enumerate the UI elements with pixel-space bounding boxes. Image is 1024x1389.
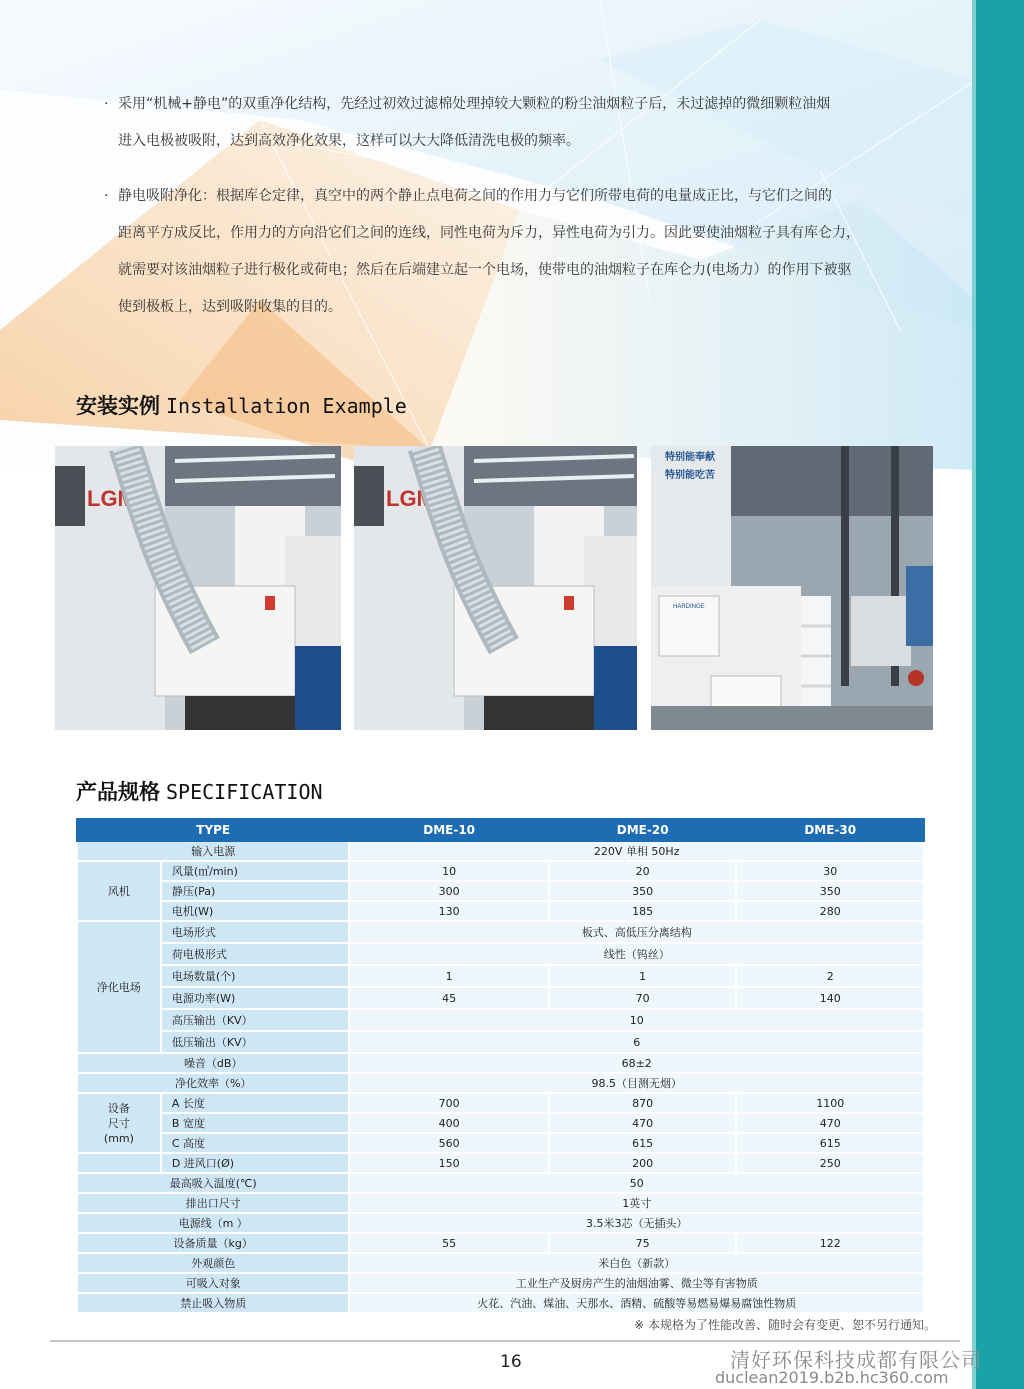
specification-table — [76, 818, 925, 1314]
cell-value: 30 — [736, 861, 924, 881]
cell-value: 70 — [549, 987, 737, 1009]
table-row — [77, 861, 924, 881]
installation-photo-3 — [651, 446, 933, 730]
row-value-intake: 工业生产及厨房产生的油烟油雾、微尘等有害物质 — [349, 1273, 924, 1293]
row-label-static-pressure: 静压(Pa) — [161, 881, 350, 901]
intro-p1-line1: 采用“机械+静电”的双重净化结构，先经过初效过滤棉处理掉较大颗粒的粉尘油烟粒子后，未过滤掉的微细颗粒油烟 — [118, 96, 831, 112]
table-row — [77, 841, 924, 861]
cell-value: 200 — [549, 1153, 737, 1173]
cell-value: 122 — [736, 1233, 924, 1253]
cell-value: 1100 — [736, 1093, 924, 1113]
side-accent-bar — [976, 0, 1024, 1389]
table-row — [77, 1233, 924, 1253]
row-label-length: A 长度 — [161, 1093, 350, 1113]
row-label-intake: 可吸入对象 — [77, 1273, 349, 1293]
table-row — [77, 1253, 924, 1273]
specification-title-en: SPECIFICATION — [166, 780, 323, 804]
table-row — [77, 901, 924, 921]
photo-brand-text: LGMaz — [386, 486, 459, 511]
table-row — [77, 1031, 924, 1053]
row-value-max-temp: 50 — [349, 1173, 924, 1193]
cell-value: 20 — [549, 861, 737, 881]
intro-p2-line1: 静电吸附净化：根据库仑定律，真空中的两个静止点电荷之间的作用力与它们所带电荷的电量成正比，与它们之间的 — [118, 188, 832, 204]
row-value-outlet: 1英寸 — [349, 1193, 924, 1213]
cell-value: 150 — [349, 1153, 548, 1173]
footer-divider — [50, 1340, 960, 1342]
cell-value: 185 — [549, 901, 737, 921]
row-value-color: 米白色（新款） — [349, 1253, 924, 1273]
table-row — [77, 1053, 924, 1073]
cell-value: 350 — [736, 881, 924, 901]
cell-value: 130 — [349, 901, 548, 921]
row-label-airflow: 风量(㎥/min) — [161, 861, 350, 881]
cell-value: 55 — [349, 1233, 548, 1253]
row-label-cable: 电源线（m ） — [77, 1213, 349, 1233]
installation-heading — [76, 390, 407, 420]
table-row — [77, 1113, 924, 1133]
cell-value: 615 — [736, 1133, 924, 1153]
row-value-forbidden: 火花、汽油、煤油、天那水、酒精、硫酸等易燃易爆易腐蚀性物质 — [349, 1293, 924, 1313]
cell-value: 280 — [736, 901, 924, 921]
group-label-purification: 净化电场 — [77, 921, 161, 1053]
row-label-field-power: 电源功率(W) — [161, 987, 350, 1009]
table-row — [77, 1093, 924, 1113]
row-label-motor: 电机(W) — [161, 901, 350, 921]
table-row — [77, 1273, 924, 1293]
cell-value: 45 — [349, 987, 548, 1009]
row-label-electrode: 荷电极形式 — [161, 943, 350, 965]
row-value-lv-output: 6 — [349, 1031, 924, 1053]
photo-sign-1: 特别能奉献 — [665, 452, 715, 463]
photo-sign-2: 特别能吃苦 — [665, 470, 715, 481]
bullet-dot: · — [104, 96, 109, 112]
row-value-electrode: 线性（钨丝） — [349, 943, 924, 965]
cell-value: 250 — [736, 1153, 924, 1173]
table-row — [77, 1293, 924, 1313]
intro-paragraph-2 — [104, 178, 934, 326]
table-row — [77, 965, 924, 987]
table-row — [77, 1213, 924, 1233]
intro-paragraph-1 — [104, 86, 934, 160]
intro-p2-line2: 距离平方成反比，作用力的方向沿它们之间的连线，同性电荷为斥力，异性电荷为引力。因此要使油烟粒子具有库仑力， — [118, 225, 860, 241]
cell-value: 300 — [349, 881, 548, 901]
cell-value: 2 — [736, 965, 924, 987]
cell-value: 400 — [349, 1113, 548, 1133]
row-value-cable: 3.5米3芯（无插头） — [349, 1213, 924, 1233]
table-row — [77, 1173, 924, 1193]
cell-value: 560 — [349, 1133, 548, 1153]
group-label-size: 设备 尺寸 (mm) — [77, 1093, 161, 1153]
row-label-power: 输入电源 — [77, 841, 349, 861]
header-model-dme30: DME-30 — [736, 819, 924, 841]
header-model-dme20: DME-20 — [549, 819, 737, 841]
spec-footnote: ※ 本规格为了性能改善、随时会有变更、恕不另行通知。 — [634, 1318, 936, 1332]
page-number: 16 — [500, 1352, 522, 1372]
row-label-field-type: 电场形式 — [161, 921, 350, 943]
cell-value: 350 — [549, 881, 737, 901]
table-row — [77, 881, 924, 901]
row-label-outlet: 排出口尺寸 — [77, 1193, 349, 1213]
intro-p2-line3: 就需要对该油烟粒子进行极化或荷电；然后在后端建立起一个电场，使带电的油烟粒子在库仑力(电场力）的作用下被驱 — [118, 262, 852, 278]
cell-value: 75 — [549, 1233, 737, 1253]
row-label-inlet: D 进风口(Ø) — [161, 1153, 350, 1173]
row-value-power: 220V 单相 50Hz — [349, 841, 924, 861]
table-row — [77, 1009, 924, 1031]
specification-heading — [76, 776, 323, 806]
bullet-dot: · — [104, 188, 109, 204]
cell-value: 1 — [549, 965, 737, 987]
table-row — [77, 1193, 924, 1213]
row-label-max-temp: 最高吸入温度(℃) — [77, 1173, 349, 1193]
intro-p1-line2: 进入电极被吸附，达到高效净化效果，这样可以大大降低清洗电极的频率。 — [118, 133, 580, 149]
row-label-noise: 噪音（dB） — [77, 1053, 349, 1073]
table-row — [77, 921, 924, 943]
photo-brand-hardinge: HARDINGE — [673, 604, 705, 610]
row-value-field-type: 板式、高低压分离结构 — [349, 921, 924, 943]
row-label-field-count: 电场数量(个) — [161, 965, 350, 987]
cell-value: 870 — [549, 1093, 737, 1113]
row-label-color: 外观颜色 — [77, 1253, 349, 1273]
row-label-width: B 宽度 — [161, 1113, 350, 1133]
table-row — [77, 1073, 924, 1093]
row-label-forbidden: 禁止吸入物质 — [77, 1293, 349, 1313]
installation-title-en: Installation Example — [166, 394, 407, 418]
cell-value: 1 — [349, 965, 548, 987]
installation-photo-1 — [55, 446, 341, 730]
table-row — [77, 987, 924, 1009]
cell-value: 615 — [549, 1133, 737, 1153]
table-row — [77, 1133, 924, 1153]
intro-p2-line4: 使到极板上，达到吸附收集的目的。 — [118, 299, 342, 315]
header-type: TYPE — [77, 819, 349, 841]
photo-brand-text: LGMaz — [87, 486, 160, 511]
table-row — [77, 943, 924, 965]
group-label-fan: 风机 — [77, 861, 161, 921]
cell-value: 470 — [736, 1113, 924, 1133]
row-value-efficiency: 98.5（目测无烟） — [349, 1073, 924, 1093]
table-header-row — [77, 819, 924, 841]
row-value-hv-output: 10 — [349, 1009, 924, 1031]
row-label-height: C 高度 — [161, 1133, 350, 1153]
table-row — [77, 1153, 924, 1173]
specification-title-cn: 产品规格 — [76, 780, 160, 804]
header-model-dme10: DME-10 — [349, 819, 548, 841]
row-label-efficiency: 净化效率（%） — [77, 1073, 349, 1093]
row-label-hv-output: 高压输出（KV） — [161, 1009, 350, 1031]
watermark-company: 清好环保科技成都有限公司 — [730, 1348, 982, 1372]
group-label-blank — [77, 1153, 161, 1173]
installation-title-cn: 安装实例 — [76, 394, 160, 418]
cell-value: 470 — [549, 1113, 737, 1133]
cell-value: 700 — [349, 1093, 548, 1113]
installation-photo-2 — [354, 446, 637, 730]
row-label-mass: 设备质量（kg） — [77, 1233, 349, 1253]
cell-value: 10 — [349, 861, 548, 881]
row-label-lv-output: 低压输出（KV） — [161, 1031, 350, 1053]
watermark-url: duclean2019.b2b.hc360.com — [715, 1368, 949, 1387]
row-value-noise: 68±2 — [349, 1053, 924, 1073]
cell-value: 140 — [736, 987, 924, 1009]
